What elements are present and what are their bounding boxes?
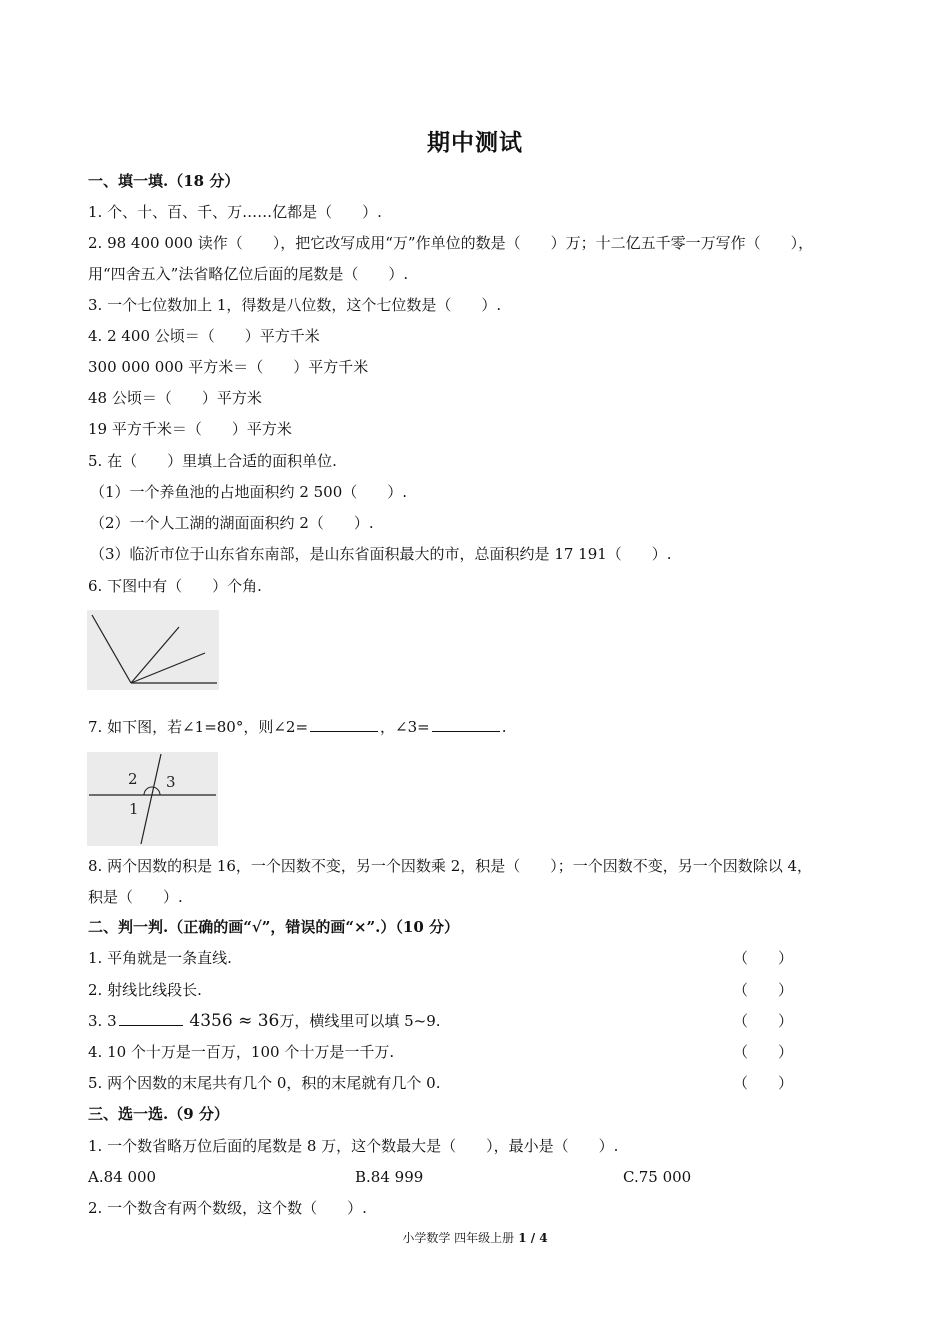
fill-q2-line1: 2. 98 400 000 读作（ ），把它改写成用“万”作单位的数是（ ）万；十二亿五千零一万写作（ ），: [88, 234, 814, 252]
judge-q5-answer[interactable]: （ ）: [733, 1074, 794, 1092]
judge-q3: [88, 1011, 441, 1031]
judge-q3-blank[interactable]: [119, 1011, 183, 1026]
choose-q2: 2. 一个数含有两个数级，这个数（ ）.: [88, 1199, 367, 1217]
fill-q7: [88, 717, 507, 737]
fill-q4d: 19 平方千米＝（ ）平方米: [88, 420, 292, 438]
angles-figure: [87, 610, 219, 690]
judge-q2: 2. 射线比线段长.: [88, 981, 202, 999]
fill-q6: 6. 下图中有（ ）个角.: [88, 577, 262, 595]
fill-q7-text-b: ，∠3=: [380, 718, 430, 736]
fill-q7-text-a: 7. 如下图，若∠1=80°，则∠2=: [88, 718, 309, 736]
choose-q1-option-b[interactable]: B.84 999: [355, 1168, 424, 1186]
judge-q2-answer[interactable]: （ ）: [733, 981, 794, 999]
fill-q7-text-c: .: [501, 718, 507, 736]
fill-q4b: 300 000 000 平方米＝（ ）平方千米: [88, 358, 369, 376]
angles-diagram: [87, 610, 219, 690]
judge-q1-answer[interactable]: （ ）: [733, 949, 794, 967]
fill-q5-2: （2）一个人工湖的湖面面积约 2（ ）.: [90, 514, 374, 532]
choose-q1-option-a[interactable]: A.84 000: [88, 1168, 157, 1186]
intersecting-lines-diagram: [87, 752, 218, 846]
judge-q3-math: 4356 ≈ 36: [189, 1011, 280, 1031]
fill-q5-3: （3）临沂市位于山东省东南部，是山东省面积最大的市，总面积约是 17 191（ ）.: [90, 545, 672, 563]
fill-q4c: 48 公顷＝（ ）平方米: [88, 389, 262, 407]
answer-blank-angle2[interactable]: [310, 717, 378, 732]
section-fill-heading: 一、填一填.（18 分）: [88, 172, 240, 190]
judge-q3-suffix: 万，横线里可以填 5~9.: [279, 1012, 441, 1030]
judge-q3-prefix: 3. 3: [88, 1012, 117, 1030]
judge-q3-answer[interactable]: （ ）: [733, 1012, 794, 1030]
page-number: 1 / 4: [518, 1231, 548, 1245]
page-title: 期中测试: [427, 129, 523, 156]
fill-q5-1: （1）一个养鱼池的占地面积约 2 500（ ）.: [90, 483, 408, 501]
judge-q4-answer[interactable]: （ ）: [733, 1043, 794, 1061]
fill-q1: 1. 个、十、百、千、万……亿都是（ ）.: [88, 203, 382, 221]
fill-q4a: 4. 2 400 公顷＝（ ）平方千米: [88, 327, 320, 345]
angle-label-3: 3: [166, 773, 176, 791]
fill-q8-line2: 积是（ ）.: [88, 888, 183, 906]
section-judge-heading: 二、判一判.（正确的画“√”，错误的画“×”.）（10 分）: [88, 918, 459, 936]
footer-text: 小学数学 四年级上册: [402, 1231, 515, 1245]
choose-q1: 1. 一个数省略万位后面的尾数是 8 万，这个数最大是（ ），最小是（ ）.: [88, 1137, 619, 1155]
fill-q8-line1: 8. 两个因数的积是 16，一个因数不变，另一个因数乘 2，积是（ ）；一个因数不变，另一个因数除以 4，: [88, 857, 813, 875]
judge-q5: 5. 两个因数的末尾共有几个 0，积的末尾就有几个 0.: [88, 1074, 441, 1092]
fill-q3: 3. 一个七位数加上 1，得数是八位数，这个七位数是（ ）.: [88, 296, 502, 314]
section-choose-heading: 三、选一选.（9 分）: [88, 1105, 229, 1123]
answer-blank-angle3[interactable]: [432, 717, 500, 732]
page-footer: [0, 1229, 950, 1246]
angle-label-2: 2: [128, 770, 138, 788]
fill-q5: 5. 在（ ）里填上合适的面积单位.: [88, 452, 337, 470]
judge-q4: 4. 10 个十万是一百万，100 个十万是一千万.: [88, 1043, 395, 1061]
fill-q2-line2: 用“四舍五入”法省略亿位后面的尾数是（ ）.: [88, 265, 409, 283]
intersecting-lines-figure: [87, 752, 218, 846]
choose-q1-option-c[interactable]: C.75 000: [623, 1168, 692, 1186]
judge-q1: 1. 平角就是一条直线.: [88, 949, 232, 967]
angle-label-1: 1: [129, 800, 139, 818]
